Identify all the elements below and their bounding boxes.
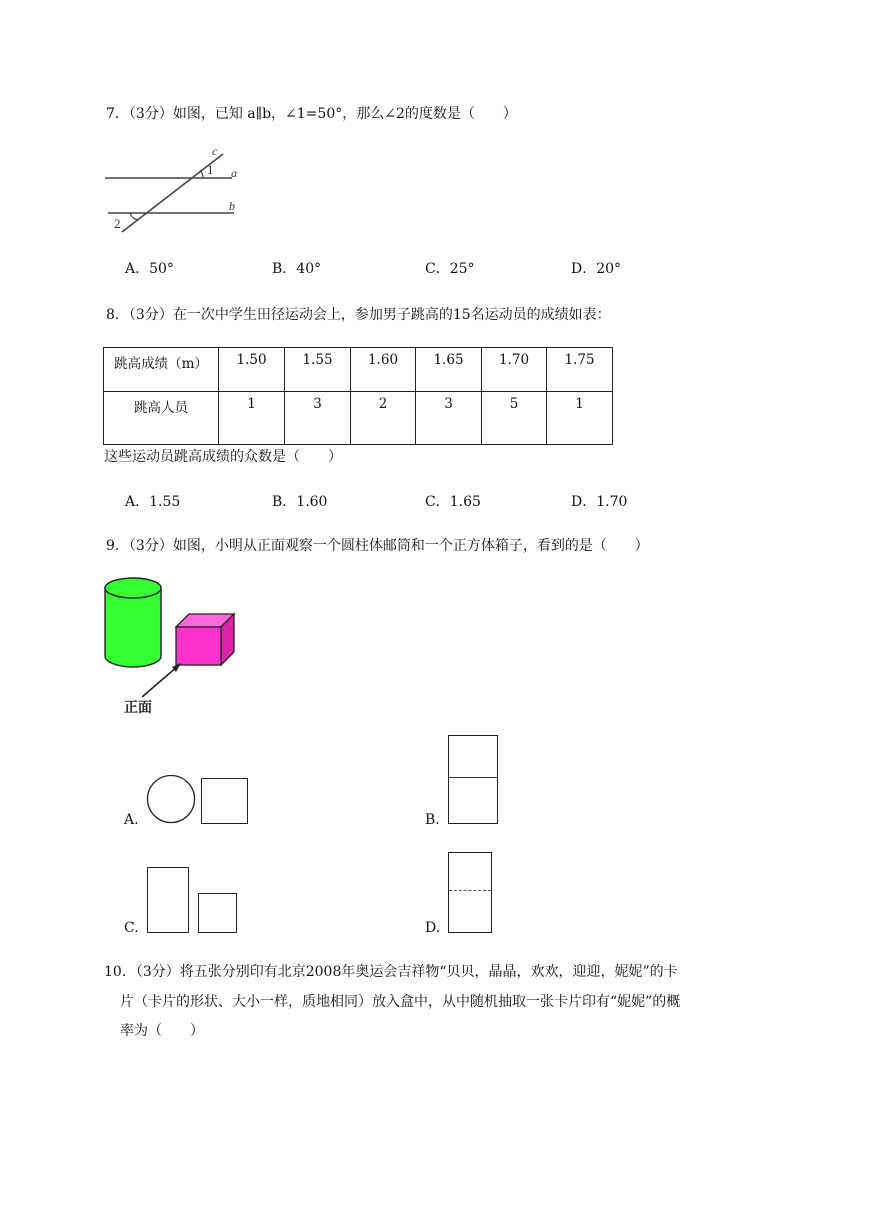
label-c: c: [212, 144, 218, 158]
count-cell: 3: [416, 392, 482, 445]
label-a: a: [231, 166, 237, 180]
count-cell: 2: [351, 392, 416, 445]
table-row-label: 跳高人员: [104, 392, 219, 445]
table-row-scores: [104, 348, 613, 392]
view-arrow: [142, 666, 178, 697]
q9-option-c-small-square: [198, 893, 237, 933]
cube-front: [176, 627, 221, 665]
cylinder-top: [105, 578, 161, 598]
q7-option-b: B．40°: [272, 261, 322, 277]
score-cell: 1.70: [482, 348, 547, 392]
q7-text: 7．（3分）如图，已知 a∥b，∠1=50°，那么∠2的度数是（ ）: [106, 106, 517, 122]
q9-option-c-label: C.: [124, 920, 139, 936]
q7-option-c: C．25°: [425, 261, 475, 277]
q9-option-d-dashed-line: [449, 890, 491, 891]
q8-option-b: B．1.60: [272, 494, 328, 510]
table-header-label: 跳高成绩（m）: [104, 348, 219, 392]
label-2: 2: [114, 216, 121, 231]
score-cell: 1.75: [547, 348, 613, 392]
q9-option-b-divider: [449, 777, 497, 778]
q8-question: 这些运动员跳高成绩的众数是（ ）: [104, 449, 342, 465]
q8-option-c: C．1.65: [425, 494, 481, 510]
q8-text: 8．（3分）在一次中学生田径运动会上，参加男子跳高的15名运动员的成绩如表：: [106, 307, 611, 323]
table-row-counts: [104, 392, 613, 445]
q9-option-d-label: D.: [425, 920, 441, 936]
q10-line3: 率为（ ）: [120, 1023, 204, 1039]
q9-option-a-label: A.: [124, 812, 139, 828]
label-b: b: [229, 199, 235, 213]
cylinder-body: [105, 588, 161, 667]
q7-option-d: D．20°: [571, 261, 622, 277]
q9-option-d-rectangle: [448, 852, 492, 933]
score-cell: 1.55: [285, 348, 351, 392]
q9-option-b-label: B.: [425, 812, 440, 828]
q7-parallel-lines-figure: [100, 140, 260, 240]
q9-cylinder-cube-figure: [100, 574, 250, 719]
score-cell: 1.60: [351, 348, 416, 392]
q9-option-b-rectangle: [448, 735, 498, 824]
q9-text: 9．（3分）如图，小明从正面观察一个圆柱体邮筒和一个正方体箱子，看到的是（ ）: [106, 538, 649, 554]
q9-option-a-circle: [145, 775, 200, 827]
count-cell: 1: [547, 392, 613, 445]
label-1: 1: [207, 162, 214, 177]
q10-line2: 片（卡片的形状、大小一样，质地相同）放入盒中，从中随机抽取一张卡片印有“妮妮”的概: [120, 994, 681, 1010]
front-label: 正面: [124, 700, 152, 716]
q9-option-c-tall-rect: [147, 867, 189, 933]
score-cell: 1.65: [416, 348, 482, 392]
angle-1-arc: [200, 170, 203, 178]
q8-option-d: D．1.70: [571, 494, 628, 510]
count-cell: 5: [482, 392, 547, 445]
q8-score-table: [103, 347, 613, 445]
q10-line1: 10．（3分）将五张分别印有北京2008年奥运会吉祥物“贝贝，晶晶，欢欢，迎迎，妮妮”的卡: [104, 964, 678, 980]
q9-option-a-square: [201, 778, 248, 824]
q8-option-a: A．1.55: [125, 494, 181, 510]
count-cell: 1: [219, 392, 285, 445]
count-cell: 3: [285, 392, 351, 445]
q7-option-a: A．50°: [125, 261, 174, 277]
score-cell: 1.50: [219, 348, 285, 392]
